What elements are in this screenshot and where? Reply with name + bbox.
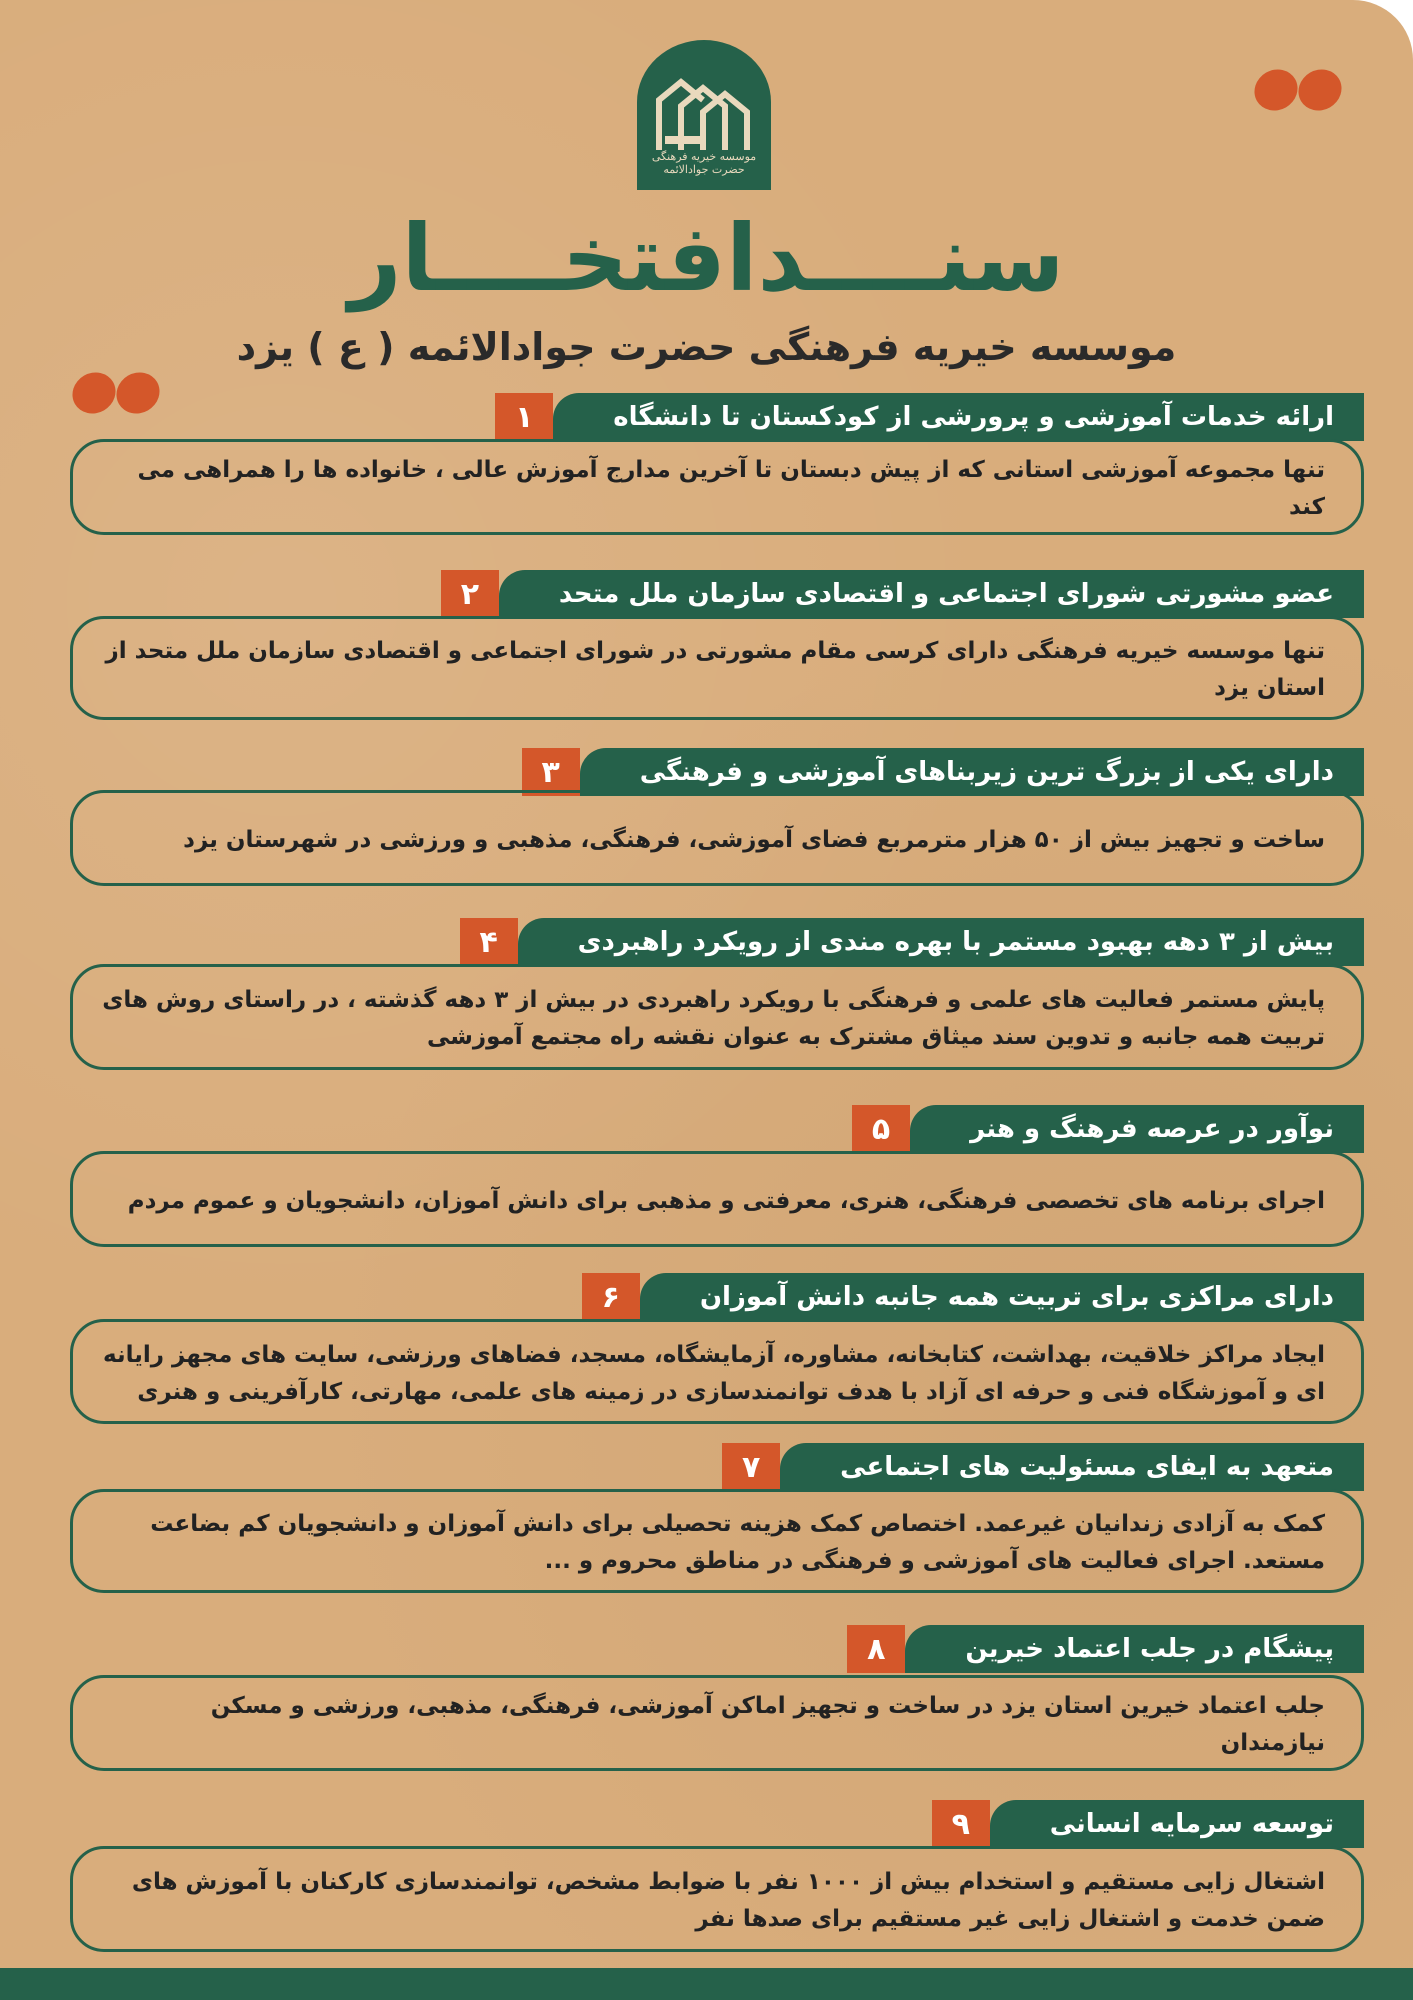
- item-title: عضو مشورتی شورای اجتماعی و اقتصادی سازمان ملل متحد: [499, 570, 1364, 618]
- item-description: ساخت و تجهیز بیش از ۵۰ هزار مترمربع فضای آموزشی، فرهنگی، مذهبی و ورزشی در شهرستان یزد: [183, 826, 1325, 853]
- item-description: تنها مجموعه آموزشی استانی که از پیش دبستان تا آخرین مدارج آموزش عالی ، خانواده ها را همراهی می کند: [137, 457, 1325, 520]
- item-number: ۷: [722, 1443, 780, 1491]
- item-description-box: [70, 1846, 1364, 1952]
- item-title: ارائه خدمات آموزشی و پرورشی از کودکستان تا دانشگاه: [553, 393, 1364, 441]
- achievement-item: [70, 1443, 1364, 1598]
- item-header: [441, 570, 1364, 618]
- item-description-box: [70, 1151, 1364, 1247]
- item-header: [460, 918, 1364, 966]
- item-header: [522, 748, 1364, 796]
- item-description: تنها موسسه خیریه فرهنگی دارای کرسی مقام مشورتی در شورای اجتماعی و اقتصادی سازمان ملل متحد از استان یزد: [105, 638, 1325, 701]
- achievement-item: [70, 748, 1364, 888]
- item-number: ۶: [582, 1273, 640, 1321]
- item-description-box: [70, 1675, 1364, 1771]
- item-number: ۱: [495, 393, 553, 441]
- item-title: توسعه سرمایه انسانی: [990, 1800, 1364, 1848]
- item-description: کمک به آزادی زندانیان غیرعمد. اختصاص کمک هزینه تحصیلی برای دانش آموزان و دانشجویان کم بضاعت مستعد. اجرای فعالیت های آموزشی و فرهنگی در مناطق محروم و ...: [150, 1511, 1325, 1574]
- achievement-item: [70, 1800, 1364, 1960]
- item-description-box: [70, 964, 1364, 1070]
- item-header: [847, 1625, 1364, 1673]
- achievement-item: [70, 570, 1364, 730]
- item-title: متعهد به ایفای مسئولیت های اجتماعی: [780, 1443, 1364, 1491]
- item-number: ۵: [852, 1105, 910, 1153]
- item-description: پایش مستمر فعالیت های علمی و فرهنگی با رویکرد راهبردی در بیش از ۳ دهه گذشته ، در راستای روش های تربیت همه جانبه و تدوین سند میثاق مشترک به عنوان نقشه راه مجتمع آموزشی: [102, 987, 1325, 1050]
- item-description-box: [70, 439, 1364, 535]
- item-header: [495, 393, 1364, 441]
- item-description: ایجاد مراکز خلاقیت، بهداشت، کتابخانه، مشاوره، آزمایشگاه، مسجد، فضاهای ورزشی، سایت های مجهز رایانه ای و آموزشگاه فنی و حرفه ای آزاد با هدف توانمندسازی در زمینه های علمی، مهارتی، کارآفرینی و هنری: [103, 1341, 1325, 1405]
- page-subtitle: موسسه خیریه فرهنگی حضرت جوادالائمه ( ع ) یزد: [236, 325, 1177, 369]
- item-header: [932, 1800, 1364, 1848]
- achievement-item: [70, 1105, 1364, 1255]
- item-number: ۴: [460, 918, 518, 966]
- item-title: دارای مراکزی برای تربیت همه جانبه دانش آموزان: [640, 1273, 1364, 1321]
- achievement-item: [70, 1625, 1364, 1775]
- item-description: اشتغال زایی مستقیم و استخدام بیش از ۱۰۰۰ نفر با ضوابط مشخص، توانمندسازی کارکنان با آموزش های ضمن خدمت و اشتغال زایی غیر مستقیم برای صدها نفر: [131, 1869, 1325, 1932]
- achievement-item: [70, 918, 1364, 1078]
- item-header: [582, 1273, 1364, 1321]
- item-number: ۹: [932, 1800, 990, 1848]
- item-description-box: [70, 1319, 1364, 1424]
- item-header: [852, 1105, 1364, 1153]
- item-description-box: [70, 790, 1364, 886]
- quote-mark-icon: [1250, 62, 1346, 118]
- achievement-item: [70, 1273, 1364, 1428]
- item-title: نوآور در عرصه فرهنگ و هنر: [910, 1105, 1364, 1153]
- item-title: پیشگام در جلب اعتماد خیرین: [905, 1625, 1364, 1673]
- item-description-box: [70, 616, 1364, 720]
- item-description: جلب اعتماد خیرین استان یزد در ساخت و تجهیز اماکن آموزشی، فرهنگی، مذهبی، ورزشی و مسکن نیازمندان: [210, 1693, 1325, 1756]
- item-title: بیش از ۳ دهه بهبود مستمر با بهره مندی از رویکرد راهبردی: [518, 918, 1364, 966]
- logo-caption: موسسه خیریه فرهنگی حضرت جوادالائمه: [651, 150, 757, 176]
- item-number: ۳: [522, 748, 580, 796]
- item-number: ۸: [847, 1625, 905, 1673]
- item-description-box: [70, 1489, 1364, 1593]
- page-title: سنــــدافتخــــار: [348, 205, 1065, 312]
- footer-bar: [0, 1968, 1413, 2000]
- achievement-item: [70, 393, 1364, 543]
- item-header: [722, 1443, 1364, 1491]
- item-title: دارای یکی از بزرگ ترین زیربناهای آموزشی و فرهنگی: [580, 748, 1364, 796]
- item-description: اجرای برنامه های تخصصی فرهنگی، هنری، معرفتی و مذهبی برای دانش آموزان، دانشجویان و عموم مردم: [127, 1187, 1325, 1214]
- item-number: ۲: [441, 570, 499, 618]
